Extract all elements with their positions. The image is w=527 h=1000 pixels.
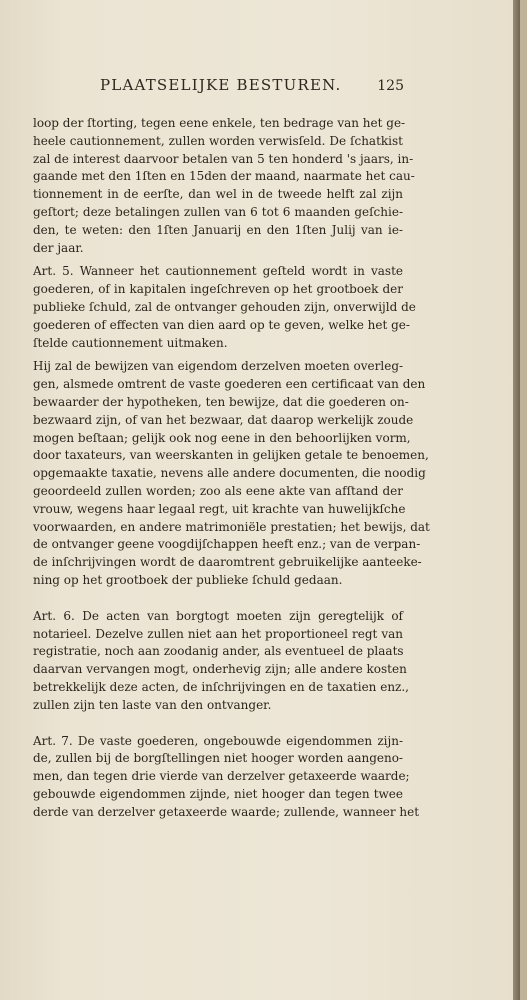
text-line: Hij zal de bewijzen van eigendom derzelven moeten overleg-: [33, 359, 404, 374]
text-line: zal de interest daarvoor betalen van 5 ten honderd 's jaars, in-: [33, 151, 414, 166]
page-number: 125: [377, 78, 404, 94]
text-line: ſtelde cautionnement uitmaken.: [33, 335, 228, 350]
paragraph: [33, 358, 430, 589]
text-line: men, dan tegen drie vierde van derzelver getaxeerde waarde;: [33, 769, 410, 784]
text-line: door taxateurs, van weerskanten in gelijken getale te benoemen,: [33, 448, 429, 463]
text-line: gaande met den 1ſten en 15den der maand, naarmate het cau-: [33, 169, 415, 184]
text-line: daarvan vervangen mogt, onderhevig zijn; alle andere kosten: [33, 662, 407, 677]
text-line: de inſchrijvingen wordt de daaromtrent gebruikelijke aanteeke-: [33, 555, 422, 570]
paragraph-art-7: [33, 733, 420, 822]
page-edge: [513, 0, 520, 1000]
running-title: PLAATSELIJKE BESTUREN.: [100, 76, 342, 94]
text-line: geoordeeld zullen worden; zoo als eene akte van afſtand der: [33, 483, 403, 498]
page-header: [100, 76, 404, 94]
text-line: geſtort; deze betalingen zullen van 6 tot 6 maanden geſchie-: [33, 204, 403, 219]
text-line: zullen zijn ten laste van den ontvanger.: [33, 697, 272, 712]
text-line: registratie, noch aan zoodanig ander, als eventueel de plaats: [33, 644, 404, 659]
text-line: Art. 7. De vaste goederen, ongebouwde eigendommen zijn-: [33, 733, 403, 748]
text-line: gen, alsmede omtrent de vaste goederen een certificaat van den: [33, 377, 426, 392]
text-line: den, te weten: den 1ſten Januarij en den 1ſten Julij van ie-: [33, 222, 403, 237]
text-line: Art. 6. De acten van borgtogt moeten zijn geregtelijk of: [33, 608, 403, 623]
text-line: bezwaard zijn, of van het bezwaar, dat daarop werkelijk zoude: [33, 412, 414, 427]
text-line: heele cautionnement, zullen worden verwisſeld. De ſchatkist: [33, 133, 403, 148]
text-line: voorwaarden, en andere matrimoniële prestatien; het bewijs, dat: [33, 519, 430, 534]
text-line: gebouwde eigendommen zijnde, niet hooger dan tegen twee: [33, 786, 403, 801]
text-line: notarieel. Dezelve zullen niet aan het proportioneel regt van: [33, 626, 403, 641]
paragraph: [33, 115, 415, 257]
text-line: opgemaakte taxatie, nevens alle andere documenten, die noodig: [33, 466, 426, 481]
text-line: mogen beſtaan; gelijk ook nog eene in den behoorlijken vorm,: [33, 430, 411, 445]
text-line: vrouw, wegens haar legaal regt, uit krachte van huwelijkſche: [33, 501, 406, 516]
text-line: bewaarder der hypotheken, ten bewijze, dat die goederen on-: [33, 394, 409, 409]
text-line: tionnement in de eerſte, dan wel in de tweede helft zal zijn: [33, 187, 403, 202]
body-text: [33, 115, 430, 821]
text-line: goederen of effecten van dien aard op te geven, welke het ge-: [33, 317, 410, 332]
text-line: loop der ſtorting, tegen eene enkele, ten bedrage van het ge-: [33, 116, 406, 130]
text-line: de, zullen bij de borgſtellingen niet hooger worden aangeno-: [33, 751, 403, 766]
text-line: publieke ſchuld, zal de ontvanger gehouden zijn, onverwijld de: [33, 299, 416, 314]
text-line: der jaar.: [33, 240, 84, 255]
text-line: ning op het grootboek der publieke ſchuld gedaan.: [33, 572, 343, 587]
text-line: de ontvanger geene voogdijſchappen heeft enz.; van de verpan-: [33, 537, 421, 552]
text-line: derde van derzelver getaxeerde waarde; zullende, wanneer het: [33, 804, 420, 819]
paragraph-art-6: [33, 608, 409, 715]
text-line: Art. 5. Wanneer het cautionnement geſteld wordt in vaste: [33, 264, 403, 279]
paragraph-art-5: [33, 263, 416, 352]
text-line: betrekkelijk deze acten, de inſchrijvingen en de taxatien enz.,: [33, 679, 409, 694]
text-line: goederen, of in kapitalen ingeſchreven op het grootboek der: [33, 282, 403, 297]
